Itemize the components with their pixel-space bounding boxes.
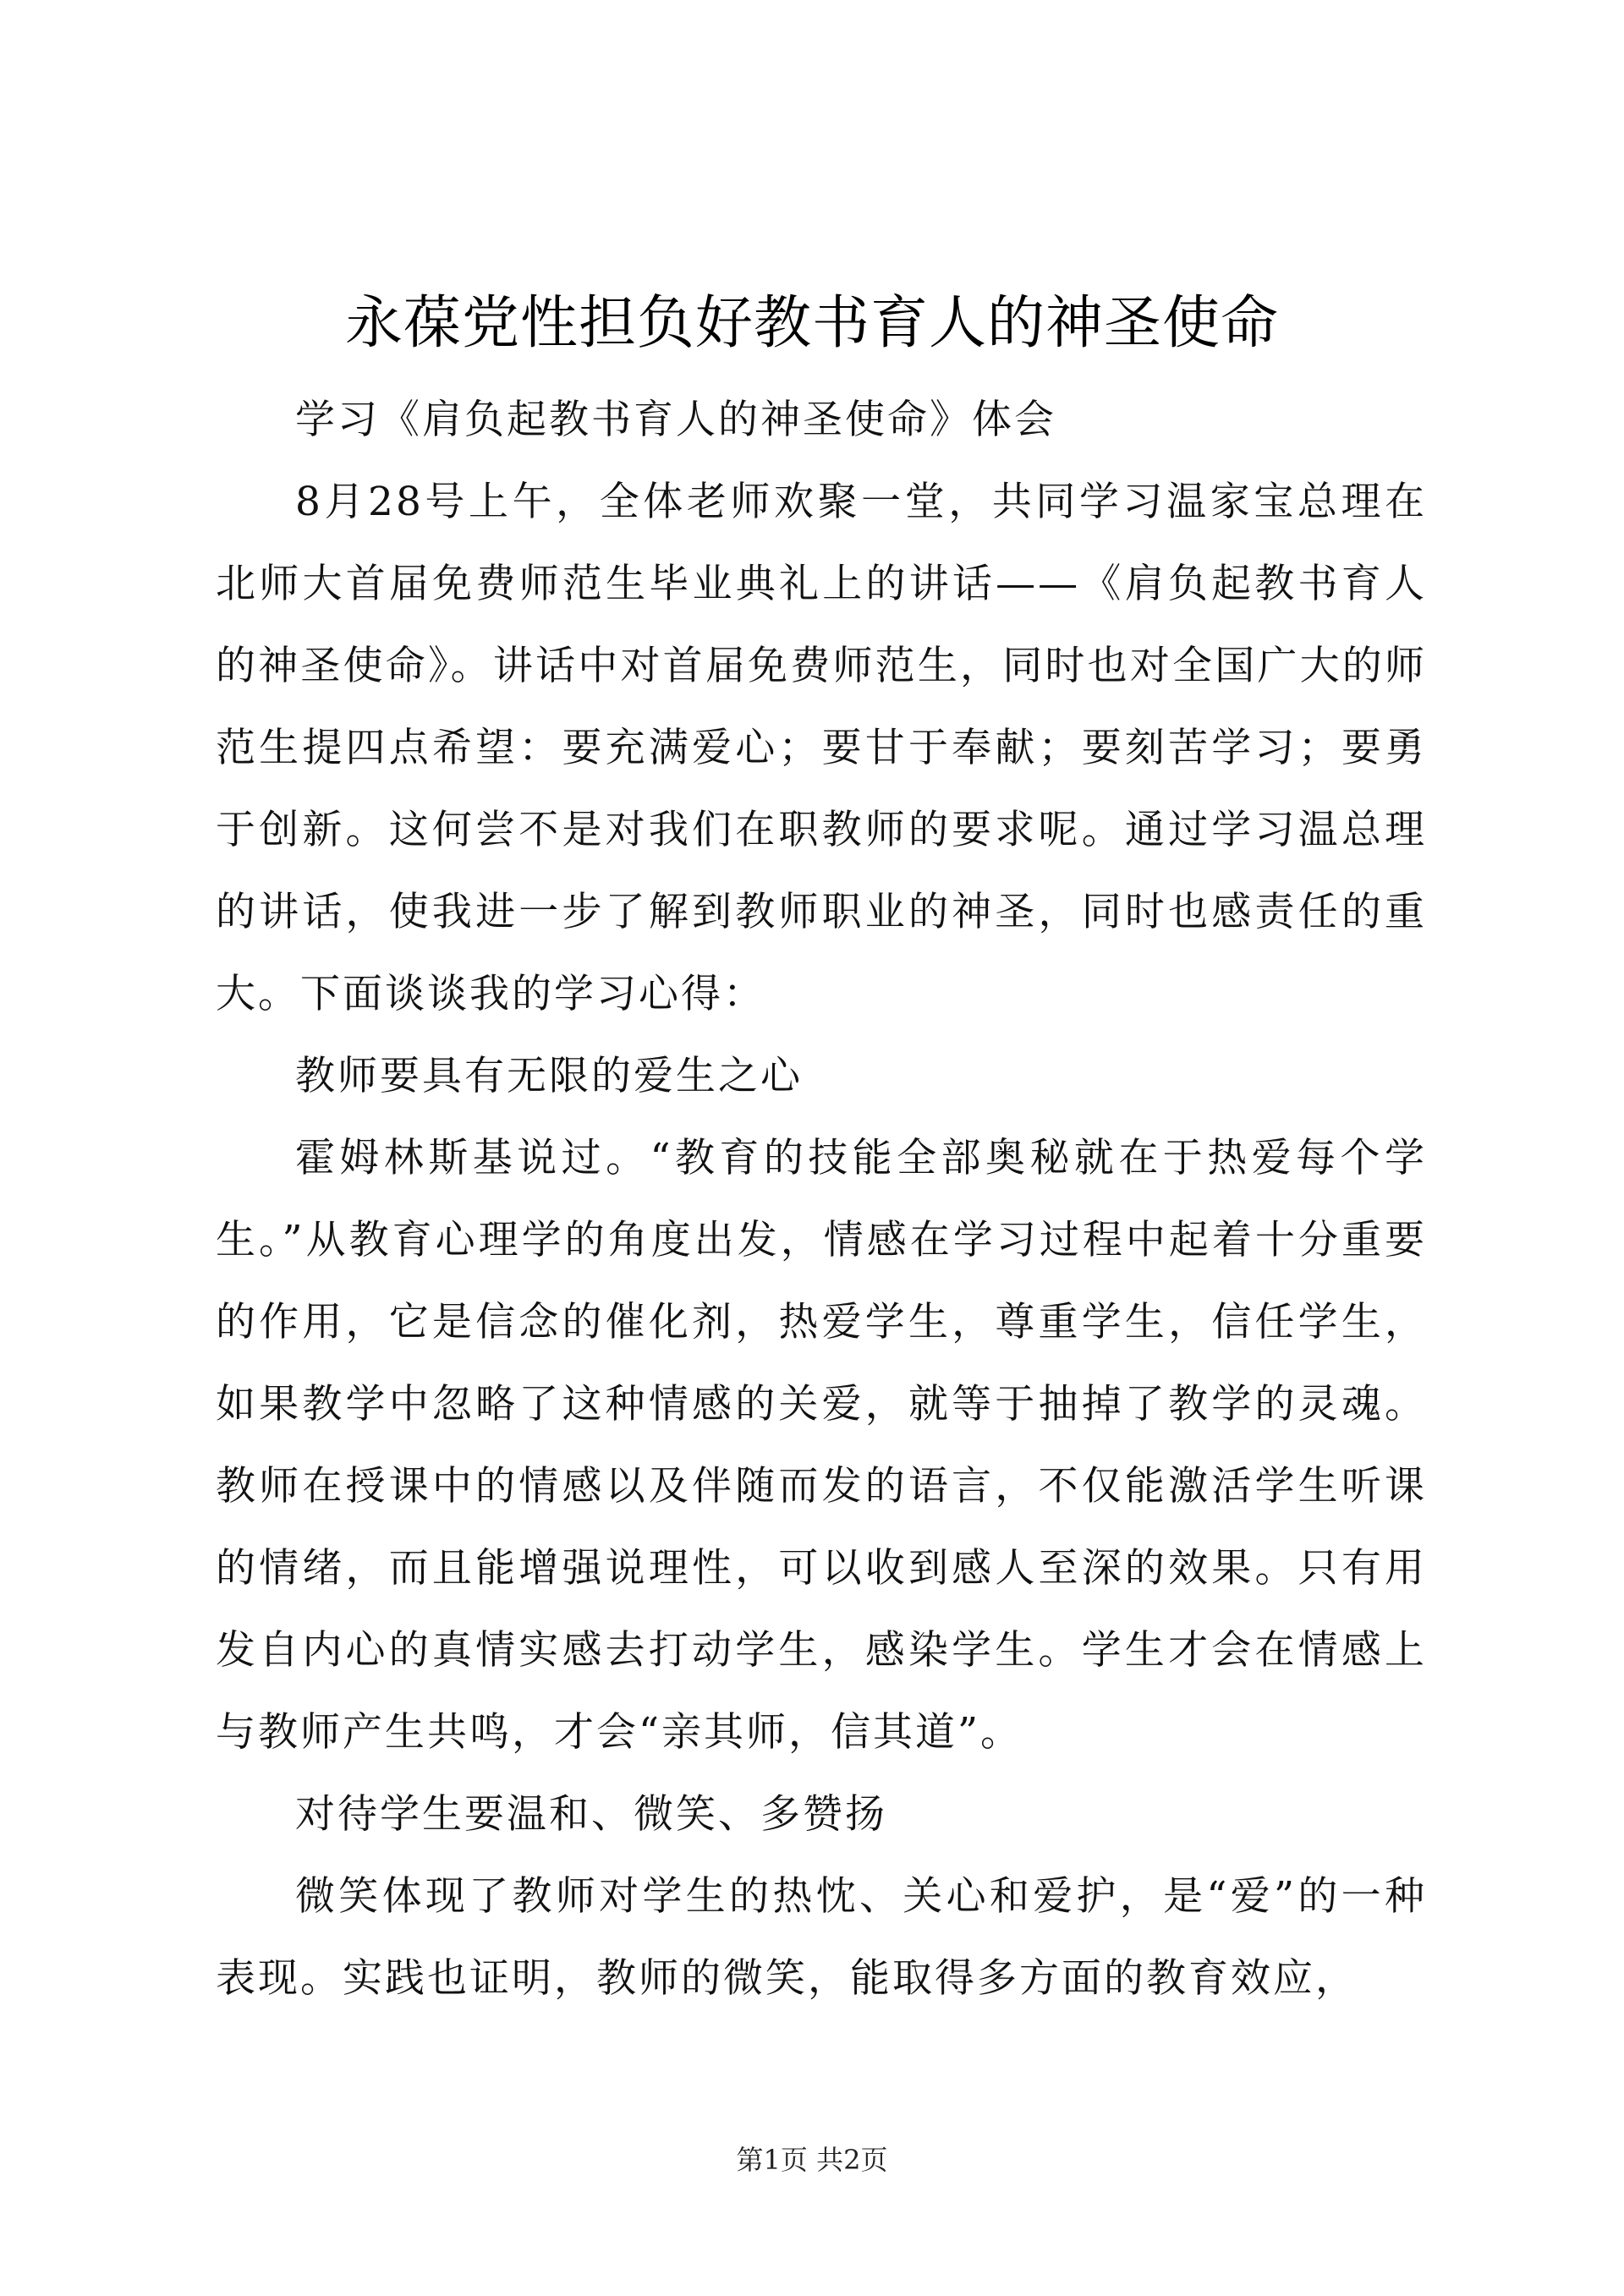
page-number-footer: 第1页 共2页 [736, 2144, 888, 2176]
section-heading-smile: 对待学生要温和、微笑、多赞扬 [295, 1791, 887, 1838]
paragraph-love: 霍姆林斯基说过。“教育的技能全部奥秘就在于热爱每个学生。”从教育心理学的角度出发，情感在学习过程中起着十分重要的作用，它是信念的催化剂，热爱学生，尊重学生，信任学生，如果教学中忽略了这种情感的关爱，就等于抽掉了教学的灵魂。教师在授课中的情感以及伴随而发的语言，不仅能激活学生听课的情绪，而且能增强说理性，可以收到感人至深的效果。只有用发自内心的真情实感去打动学生，感染学生。学生才会在情感上与教师产生共鸣，才会“亲其师，信其道”。 [216, 1135, 1427, 1756]
document-body [216, 379, 1427, 2019]
document-title: 永葆党性担负好教书育人的神圣使命 [344, 290, 1279, 357]
paragraph-intro: 8月28号上午，全体老师欢聚一堂，共同学习温家宝总理在北师大首届免费师范生毕业典礼上的讲话——《肩负起教书育人的神圣使命》。讲话中对首届免费师范生，同时也对全国广大的师范生提四点希望：要充满爱心；要甘于奉献；要刻苦学习；要勇于创新。这何尝不是对我们在职教师的要求呢。通过学习温总理的讲话，使我进一步了解到教师职业的神圣，同时也感责任的重大。下面谈谈我的学习心得： [216, 479, 1427, 1017]
paragraph-smile: 微笑体现了教师对学生的热忱、关心和爱护，是“爱”的一种表现。实践也证明，教师的微笑，能取得多方面的教育效应， [216, 1873, 1427, 2002]
paragraph-subtitle: 学习《肩负起教书育人的神圣使命》体会 [295, 397, 1056, 443]
section-heading-love: 教师要具有无限的爱生之心 [295, 1053, 803, 1099]
